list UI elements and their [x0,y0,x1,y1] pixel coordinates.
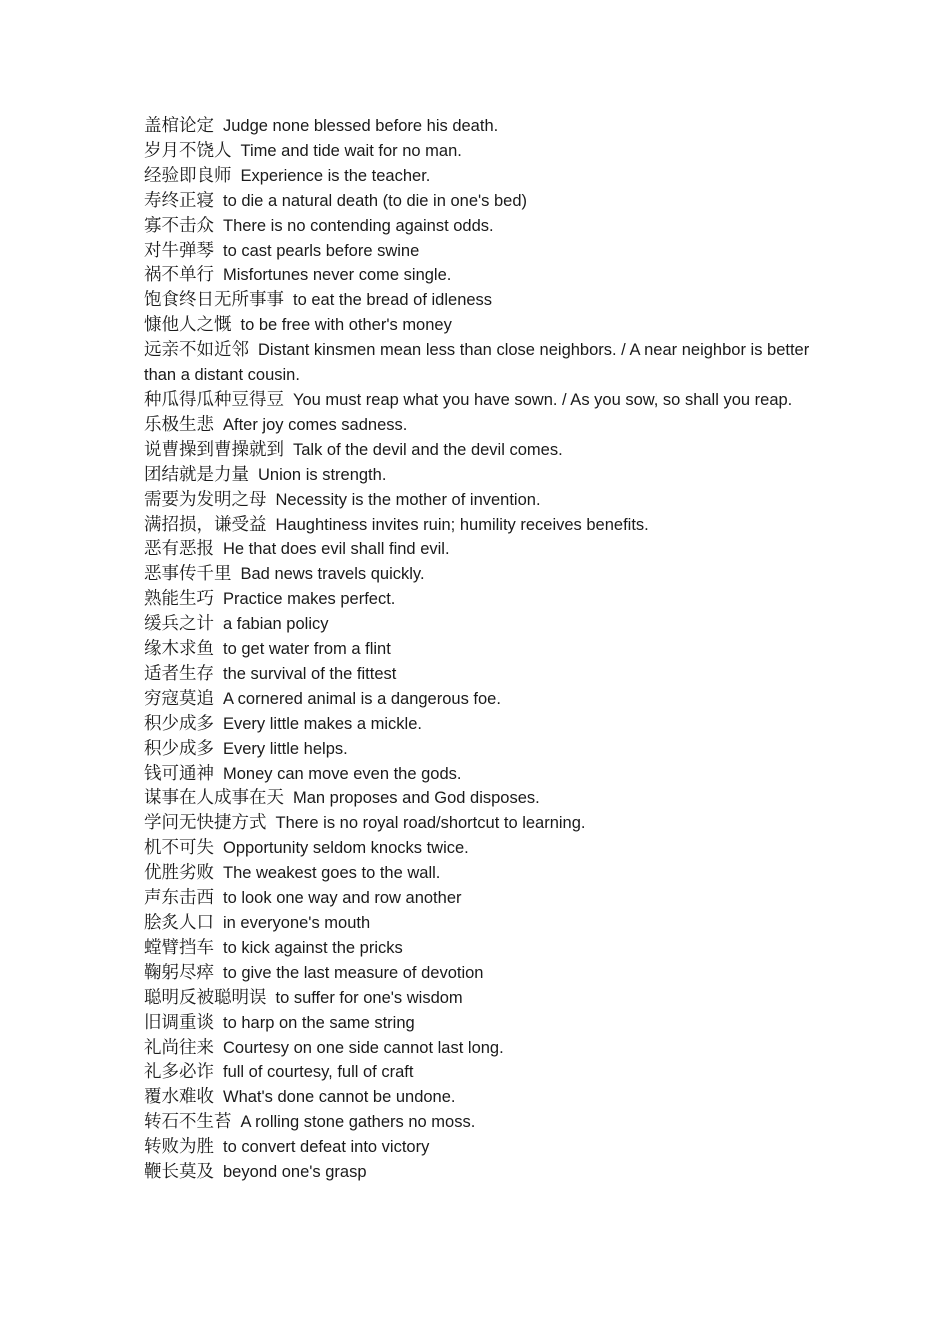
idiom-english: Haughtiness invites ruin; humility receives benefits. [275,515,649,534]
idiom-english: to eat the bread of idleness [293,291,493,310]
idiom-chinese: 礼尚往来 [144,1037,214,1058]
idiom-entry [144,413,814,438]
idiom-chinese: 转石不生苔 [144,1112,232,1133]
idiom-entry [144,1036,814,1061]
idiom-chinese: 远亲不如近邻 [144,340,249,361]
idiom-chinese: 学问无快捷方式 [144,813,267,834]
idiom-entry [144,1085,814,1110]
idiom-entry [144,1160,814,1185]
idiom-entry [144,189,814,214]
idiom-chinese: 适者生存 [144,663,214,684]
idiom-chinese: 慷他人之慨 [144,315,232,336]
idiom-english: Every little makes a mickle. [223,714,422,733]
idiom-chinese: 螳臂挡车 [144,937,214,958]
idiom-entry [144,986,814,1011]
idiom-chinese: 寿终正寝 [144,190,214,211]
idiom-entry [144,786,814,811]
idiom-english: to look one way and row another [223,889,462,908]
idiom-entry [144,836,814,861]
idiom-chinese: 说曹操到曹操就到 [144,439,284,460]
idiom-chinese: 脍炙人口 [144,913,214,933]
idiom-entry [144,1011,814,1036]
idiom-entry [144,936,814,961]
idiom-entry [144,911,814,936]
idiom-chinese: 积少成多 [144,713,214,734]
idiom-english: The weakest goes to the wall. [223,864,441,883]
idiom-entry [144,886,814,911]
idiom-chinese: 缓兵之计 [144,614,214,635]
idiom-english: Money can move even the gods. [223,764,462,783]
idiom-chinese: 积少成多 [144,738,214,759]
idiom-chinese: 恶有恶报 [144,539,214,560]
idiom-entry [144,1060,814,1085]
idiom-english: to give the last measure of devotion [223,963,484,982]
idiom-entry [144,762,814,787]
idiom-entry [144,861,814,886]
idiom-chinese: 优胜劣败 [144,863,214,884]
idiom-entry [144,288,814,313]
idiom-chinese: 旧调重谈 [144,1012,214,1033]
idiom-entry [144,562,814,587]
idiom-entry [144,587,814,612]
idiom-list [144,114,814,1185]
idiom-english: Courtesy on one side cannot last long. [223,1038,504,1057]
idiom-chinese: 缘木求鱼 [144,639,214,660]
idiom-english: to convert defeat into victory [223,1138,430,1157]
idiom-english: to harp on the same string [223,1013,415,1032]
idiom-english: A cornered animal is a dangerous foe. [223,689,501,708]
idiom-english: beyond one's grasp [223,1163,367,1182]
idiom-entry [144,687,814,712]
idiom-english: What's done cannot be undone. [223,1088,456,1107]
idiom-entry [144,239,814,264]
idiom-entry [144,737,814,762]
idiom-entry [144,811,814,836]
idiom-english: Every little helps. [223,739,348,758]
idiom-english: to cast pearls before swine [223,241,420,260]
idiom-english: There is no contending against odds. [223,216,494,235]
idiom-chinese: 覆水难收 [144,1087,214,1108]
idiom-english: to get water from a flint [223,640,391,659]
document-page [144,114,814,1185]
idiom-english: Opportunity seldom knocks twice. [223,839,469,858]
idiom-chinese: 盖棺论定 [144,116,214,136]
idiom-entry [144,662,814,687]
idiom-english: Bad news travels quickly. [240,565,425,584]
idiom-english: Judge none blessed before his death. [223,117,499,135]
idiom-english: You must reap what you have sown. / As you sow, so shall you reap. [293,390,793,409]
idiom-english: in everyone's mouth [223,914,371,932]
idiom-entry [144,712,814,737]
idiom-entry [144,338,814,388]
idiom-chinese: 对牛弹琴 [144,240,214,261]
idiom-english: Man proposes and God disposes. [293,789,540,808]
idiom-entry [144,463,814,488]
idiom-english: to die a natural death (to die in one's bed) [223,191,528,210]
idiom-english: A rolling stone gathers no moss. [240,1113,476,1132]
idiom-entry [144,537,814,562]
idiom-entry [144,313,814,338]
idiom-english: After joy comes sadness. [223,415,408,434]
idiom-chinese: 寡不击众 [144,215,214,236]
idiom-english: Necessity is the mother of invention. [275,490,541,509]
idiom-english: Time and tide wait for no man. [240,141,462,160]
idiom-chinese: 谋事在人成事在天 [144,788,284,809]
idiom-english: Distant kinsmen mean less than close neighbors. / A near neighbor is better than a distant cousin. [144,341,810,385]
idiom-chinese: 恶事传千里 [144,564,232,585]
idiom-chinese: 需要为发明之母 [144,489,267,510]
idiom-chinese: 经验即良师 [144,165,232,186]
idiom-english: the survival of the fittest [223,664,397,683]
idiom-chinese: 穷寇莫追 [144,688,214,709]
idiom-english: Experience is the teacher. [240,166,431,185]
idiom-entry [144,388,814,413]
idiom-english: Misfortunes never come single. [223,266,452,285]
idiom-chinese: 祸不单行 [144,265,214,286]
idiom-chinese: 乐极生悲 [144,414,214,435]
idiom-english: Union is strength. [258,465,387,484]
idiom-entry [144,513,814,538]
idiom-chinese: 饱食终日无所事事 [144,290,284,311]
idiom-chinese: 熟能生巧 [144,589,214,610]
idiom-english: to suffer for one's wisdom [275,988,463,1007]
idiom-chinese: 转败为胜 [144,1137,214,1158]
idiom-entry [144,1110,814,1135]
idiom-chinese: 种瓜得瓜种豆得豆 [144,389,284,410]
idiom-chinese: 鞠躬尽瘁 [144,962,214,983]
idiom-chinese: 声东击西 [144,888,214,909]
idiom-entry [144,114,814,139]
idiom-chinese: 鞭长莫及 [144,1162,214,1183]
idiom-english: to be free with other's money [240,316,452,335]
idiom-english: He that does evil shall find evil. [223,540,450,559]
idiom-chinese: 钱可通神 [144,763,214,784]
idiom-english: full of courtesy, full of craft [223,1063,414,1082]
idiom-entry [144,263,814,288]
idiom-chinese: 满招损，谦受益 [144,514,267,535]
idiom-entry [144,164,814,189]
idiom-entry [144,438,814,463]
idiom-chinese: 岁月不饶人 [144,140,232,161]
idiom-entry [144,612,814,637]
idiom-entry [144,961,814,986]
idiom-chinese: 聪明反被聪明误 [144,987,267,1008]
idiom-chinese: 礼多必诈 [144,1062,214,1083]
idiom-english: Talk of the devil and the devil comes. [293,440,563,459]
idiom-english: a fabian policy [223,615,329,634]
idiom-english: There is no royal road/shortcut to learning. [275,814,586,833]
idiom-entry [144,637,814,662]
idiom-entry [144,139,814,164]
idiom-chinese: 团结就是力量 [144,464,249,485]
idiom-entry [144,488,814,513]
idiom-english: to kick against the pricks [223,938,403,957]
idiom-entry [144,1135,814,1160]
idiom-english: Practice makes perfect. [223,590,396,609]
idiom-entry [144,214,814,239]
idiom-chinese: 机不可失 [144,838,214,859]
